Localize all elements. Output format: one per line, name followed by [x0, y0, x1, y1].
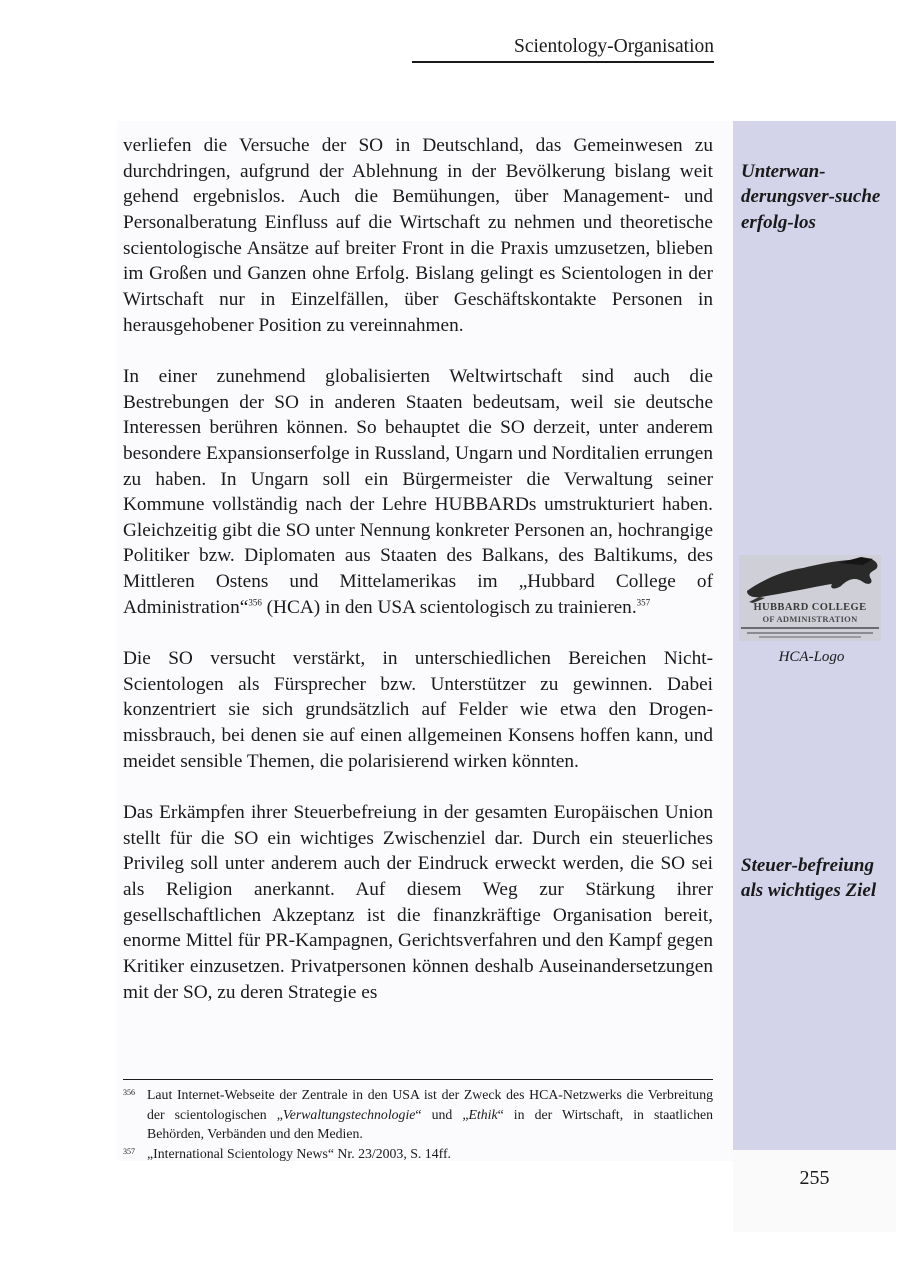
paragraph-4: Das Erkämpfen ihrer Steuerbefreiung in der gesamten Europäischen Union stellt für die SO ein wichtiges Zwischenziel dar. Durch ein steuerliches Privileg soll unter anderem auch der Eindruck erweckt werden, die SO sei als Religion anerkannt. Auf diesem Weg zur Stärkung ihrer gesellschaftlichen Akzeptanz ist die finanzkräftige Organisation bereit, enorme Mittel für PR-Kampagnen, Gerichtsverfahren und den Kampf gegen Kritiker einzusetzen. Privatpersonen können deshalb Auseinandersetzungen mit der SO, zu deren Strategie es — [123, 802, 713, 1003]
footnote-emphasis: Verwaltungstechnologie — [282, 1106, 416, 1122]
footnote-text: Laut Internet-Webseite der Zentrale in den USA ist der Zweck des HCA-Netzwerks die Verbreitung der scientologischen „ — [147, 1087, 713, 1122]
paragraph-2 — [123, 364, 713, 621]
footnote-emphasis: Ethik — [468, 1106, 498, 1122]
logo-text-line-1: HUBBARD COLLEGE — [753, 602, 867, 613]
paragraph-2-text: In einer zunehmend globalisierten Weltwirtschaft sind auch die Bestrebungen der SO in anderen Staaten bedeutsam, weil sie deutsche Interessen berühren können. So behauptet die SO derzeit, unter anderem besondere Expansionserfolge in Russland, Ungarn und Norditalien errungen zu haben. In Ungarn soll ein Bürgermeister die Verwaltung seiner Kommune vollständig nach der Lehre HUBBARDs umstrukturiert haben. Gleichzeitig gibt die SO unter Nennung konkreter Personen an, hochrangige Politiker bzw. Diplomaten aus Staaten des Balkans, des Baltikums, des Mittleren Ostens und Mittelamerikas im „Hubbard College of Administration“ — [123, 365, 713, 618]
logo-caption: HCA-Logo — [778, 649, 845, 665]
footnote-ref-357: 357 — [636, 597, 651, 608]
page-number: 255 — [799, 1167, 830, 1189]
jaguar-logo-icon — [739, 555, 881, 641]
footnote-number: 356 — [123, 1088, 135, 1097]
hca-logo-image — [739, 555, 881, 641]
body-text — [123, 133, 713, 1031]
footnote-text: “ in der Wirtschaft, in staatlichen Behörden, Verbänden und den Medien. — [147, 1106, 713, 1141]
paragraph-2-text-cont: (HCA) in den USA scientologisch zu trainieren. — [261, 596, 637, 618]
footnote-text: “ und „ — [415, 1106, 469, 1122]
footnotes — [123, 1085, 713, 1163]
running-header — [412, 34, 714, 63]
footnote-357 — [123, 1144, 713, 1164]
footnote-text: „International Scientology News“ Nr. 23/2003, S. 14ff. — [147, 1145, 451, 1161]
footnote-356 — [123, 1085, 713, 1144]
margin-note-2: Steuer-befreiung als wichtiges Ziel — [741, 855, 877, 902]
footnote-ref-356: 356 — [248, 597, 262, 608]
footnote-divider — [123, 1079, 713, 1080]
running-header-title: Scientology-Organisation — [513, 36, 714, 57]
footnote-number: 357 — [123, 1146, 135, 1156]
paragraph-1: verliefen die Versuche der SO in Deutschland, das Gemeinwesen zu durchdringen, aufgrund der Ablehnung in der Bevölkerung bislang weit gehend ergebnislos. Auch die Bemühungen, über Management- und Personalberatung Einfluss auf die Wirtschaft zu nehmen und theoretische scientologische Ansätze auf breiter Front in die Praxis umzusetzen, blieben im Großen und Ganzen ohne Erfolg. Bislang gelingt es Scientologen in der Wirtschaft nur in Einzelfällen, über Geschäftskontakte Personen in herausgehobener Position zu vereinnahmen. — [123, 135, 713, 336]
page-number-area — [733, 1150, 896, 1232]
paragraph-3: Die SO versucht verstärkt, in unterschiedlichen Bereichen Nicht-Scientologen als Fürsprecher bzw. Unterstützer zu gewinnen. Dabei konzentriert sie sich grundsätzlich auf Felder wie etwa den Drogenmissbrauch, bei denen sie auf einen allgemeinen Konsens hoffen kann, und meidet sensible Themen, die polarisierend wirken könnten. — [123, 648, 713, 772]
logo-text-line-2: OF ADMINISTRATION — [762, 614, 858, 624]
margin-note-1: Unterwan-derungsver-suche erfolg-los — [741, 161, 881, 233]
